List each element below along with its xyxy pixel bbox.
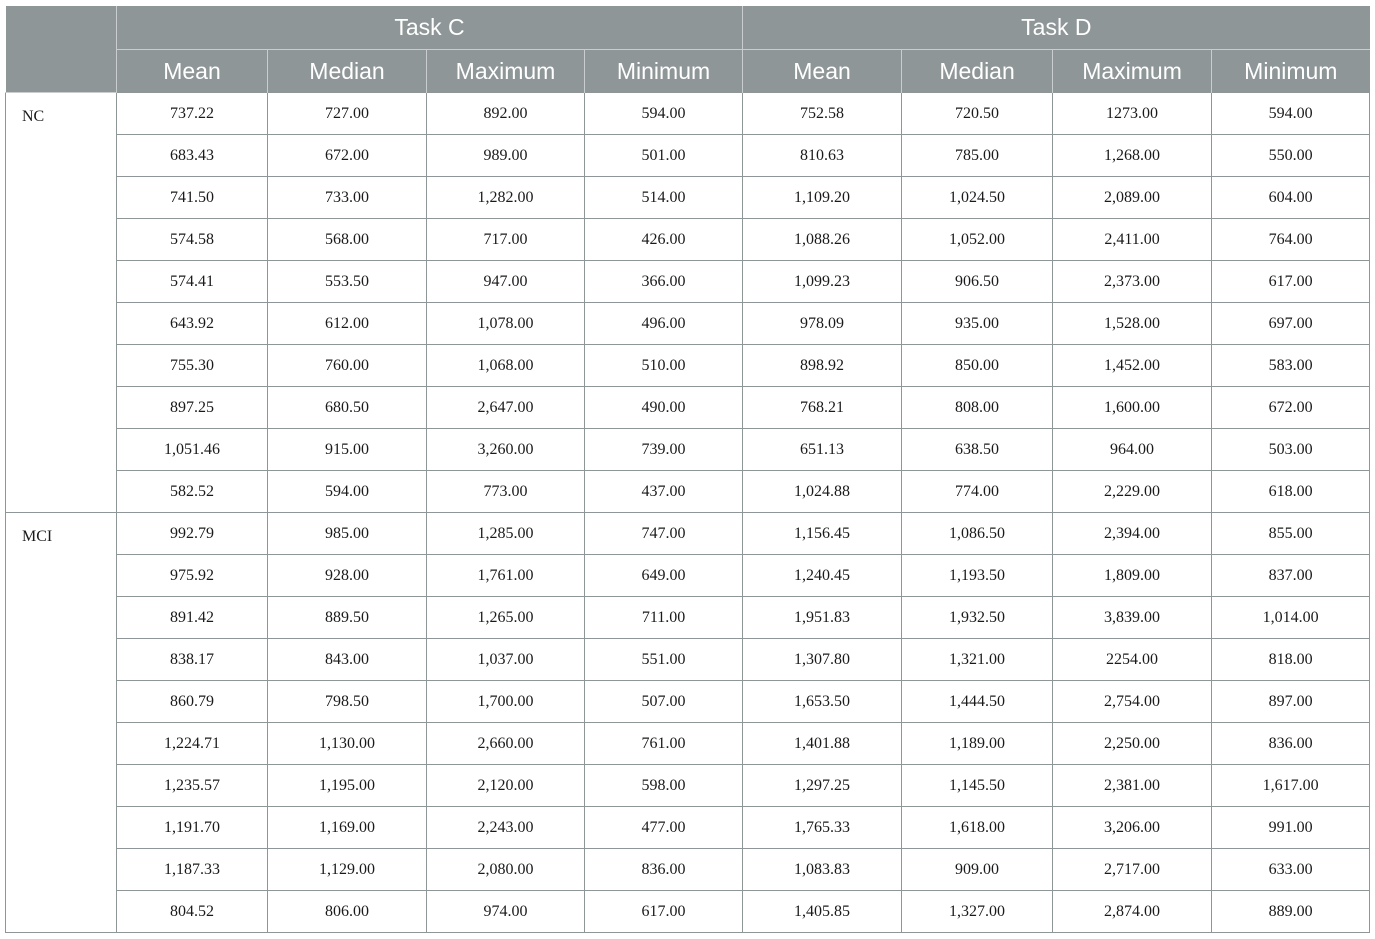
table-row xyxy=(6,303,1370,345)
table-cell: 1,951.83 xyxy=(743,597,902,639)
table-cell: 1,193.50 xyxy=(902,555,1053,597)
table-cell: 2,394.00 xyxy=(1053,513,1212,555)
table-cell: 1,052.00 xyxy=(902,219,1053,261)
table-cell: 1,191.70 xyxy=(117,807,268,849)
table-cell: 2,381.00 xyxy=(1053,765,1212,807)
table-cell: 501.00 xyxy=(585,135,743,177)
table-cell: 897.00 xyxy=(1212,681,1370,723)
table-cell: 3,260.00 xyxy=(427,429,585,471)
table-cell: 1,037.00 xyxy=(427,639,585,681)
table-cell: 1,307.80 xyxy=(743,639,902,681)
table-row xyxy=(6,93,1370,135)
table-cell: 1,932.50 xyxy=(902,597,1053,639)
table-cell: 974.00 xyxy=(427,891,585,933)
table-body xyxy=(6,93,1370,933)
table-cell: 672.00 xyxy=(268,135,427,177)
table-cell: 643.92 xyxy=(117,303,268,345)
table-cell: 774.00 xyxy=(902,471,1053,513)
table-cell: 855.00 xyxy=(1212,513,1370,555)
table-cell: 785.00 xyxy=(902,135,1053,177)
table-cell: 1273.00 xyxy=(1053,93,1212,135)
table-cell: 583.00 xyxy=(1212,345,1370,387)
table-cell: 366.00 xyxy=(585,261,743,303)
table-cell: 898.92 xyxy=(743,345,902,387)
table-cell: 906.50 xyxy=(902,261,1053,303)
table-row xyxy=(6,639,1370,681)
table-cell: 1,088.26 xyxy=(743,219,902,261)
task-d-maximum-header: Maximum xyxy=(1053,50,1212,93)
table-cell: 574.41 xyxy=(117,261,268,303)
table-cell: 808.00 xyxy=(902,387,1053,429)
table-cell: 836.00 xyxy=(585,849,743,891)
table-cell: 755.30 xyxy=(117,345,268,387)
table-cell: 1,051.46 xyxy=(117,429,268,471)
table-cell: 1,224.71 xyxy=(117,723,268,765)
table-cell: 892.00 xyxy=(427,93,585,135)
table-cell: 672.00 xyxy=(1212,387,1370,429)
table-cell: 1,809.00 xyxy=(1053,555,1212,597)
table-cell: 760.00 xyxy=(268,345,427,387)
table-cell: 1,600.00 xyxy=(1053,387,1212,429)
table-cell: 2,647.00 xyxy=(427,387,585,429)
table-cell: 810.63 xyxy=(743,135,902,177)
table-cell: 889.00 xyxy=(1212,891,1370,933)
table-cell: 752.58 xyxy=(743,93,902,135)
group-label-mci: MCI xyxy=(6,513,117,933)
table-cell: 717.00 xyxy=(427,219,585,261)
table-cell: 2,754.00 xyxy=(1053,681,1212,723)
table-cell: 843.00 xyxy=(268,639,427,681)
table-cell: 935.00 xyxy=(902,303,1053,345)
table-cell: 2,411.00 xyxy=(1053,219,1212,261)
table-row xyxy=(6,135,1370,177)
table-cell: 727.00 xyxy=(268,93,427,135)
table-cell: 733.00 xyxy=(268,177,427,219)
table-cell: 2,243.00 xyxy=(427,807,585,849)
table-cell: 720.50 xyxy=(902,93,1053,135)
table-cell: 617.00 xyxy=(585,891,743,933)
table-cell: 768.21 xyxy=(743,387,902,429)
table-cell: 3,206.00 xyxy=(1053,807,1212,849)
table-cell: 568.00 xyxy=(268,219,427,261)
table-cell: 739.00 xyxy=(585,429,743,471)
table-cell: 604.00 xyxy=(1212,177,1370,219)
table-cell: 2,229.00 xyxy=(1053,471,1212,513)
table-cell: 598.00 xyxy=(585,765,743,807)
table-cell: 761.00 xyxy=(585,723,743,765)
task-d-minimum-header: Minimum xyxy=(1212,50,1370,93)
table-row xyxy=(6,849,1370,891)
task-c-mean-header: Mean xyxy=(117,50,268,93)
table-cell: 741.50 xyxy=(117,177,268,219)
table-cell: 1,282.00 xyxy=(427,177,585,219)
table-cell: 1,130.00 xyxy=(268,723,427,765)
table-cell: 860.79 xyxy=(117,681,268,723)
table-cell: 617.00 xyxy=(1212,261,1370,303)
table-cell: 594.00 xyxy=(1212,93,1370,135)
table-row xyxy=(6,807,1370,849)
table-row xyxy=(6,723,1370,765)
table-cell: 1,068.00 xyxy=(427,345,585,387)
table-cell: 1,078.00 xyxy=(427,303,585,345)
task-header-row xyxy=(6,6,1370,50)
table-cell: 2254.00 xyxy=(1053,639,1212,681)
table-cell: 437.00 xyxy=(585,471,743,513)
table-cell: 697.00 xyxy=(1212,303,1370,345)
table-row xyxy=(6,387,1370,429)
table-cell: 964.00 xyxy=(1053,429,1212,471)
table-cell: 1,327.00 xyxy=(902,891,1053,933)
table-cell: 1,452.00 xyxy=(1053,345,1212,387)
table-cell: 1,444.50 xyxy=(902,681,1053,723)
table-cell: 1,145.50 xyxy=(902,765,1053,807)
task-c-minimum-header: Minimum xyxy=(585,50,743,93)
task-d-mean-header: Mean xyxy=(743,50,902,93)
table-cell: 1,189.00 xyxy=(902,723,1053,765)
table-cell: 612.00 xyxy=(268,303,427,345)
table-cell: 1,099.23 xyxy=(743,261,902,303)
table-cell: 1,024.50 xyxy=(902,177,1053,219)
table-cell: 991.00 xyxy=(1212,807,1370,849)
table-row xyxy=(6,177,1370,219)
table-cell: 680.50 xyxy=(268,387,427,429)
table-cell: 496.00 xyxy=(585,303,743,345)
table-cell: 683.43 xyxy=(117,135,268,177)
table-cell: 477.00 xyxy=(585,807,743,849)
table-cell: 1,086.50 xyxy=(902,513,1053,555)
table-cell: 1,195.00 xyxy=(268,765,427,807)
table-cell: 1,240.45 xyxy=(743,555,902,597)
task-c-median-header: Median xyxy=(268,50,427,93)
table-cell: 1,321.00 xyxy=(902,639,1053,681)
table-cell: 514.00 xyxy=(585,177,743,219)
corner-cell xyxy=(6,6,117,93)
task-c-header: Task C xyxy=(117,6,743,50)
table-cell: 889.50 xyxy=(268,597,427,639)
table-cell: 1,761.00 xyxy=(427,555,585,597)
table-cell: 2,080.00 xyxy=(427,849,585,891)
table-cell: 507.00 xyxy=(585,681,743,723)
table-cell: 2,874.00 xyxy=(1053,891,1212,933)
table-cell: 806.00 xyxy=(268,891,427,933)
table-cell: 503.00 xyxy=(1212,429,1370,471)
table-cell: 978.09 xyxy=(743,303,902,345)
table-cell: 574.58 xyxy=(117,219,268,261)
table-cell: 915.00 xyxy=(268,429,427,471)
table-cell: 633.00 xyxy=(1212,849,1370,891)
table-row xyxy=(6,471,1370,513)
table-cell: 594.00 xyxy=(268,471,427,513)
table-cell: 928.00 xyxy=(268,555,427,597)
table-cell: 1,235.57 xyxy=(117,765,268,807)
table-cell: 1,700.00 xyxy=(427,681,585,723)
table-cell: 1,528.00 xyxy=(1053,303,1212,345)
table-cell: 975.92 xyxy=(117,555,268,597)
table-row xyxy=(6,681,1370,723)
table-cell: 618.00 xyxy=(1212,471,1370,513)
table-cell: 2,250.00 xyxy=(1053,723,1212,765)
table-cell: 651.13 xyxy=(743,429,902,471)
table-cell: 1,129.00 xyxy=(268,849,427,891)
table-cell: 3,839.00 xyxy=(1053,597,1212,639)
table-cell: 1,268.00 xyxy=(1053,135,1212,177)
table-cell: 649.00 xyxy=(585,555,743,597)
table-cell: 1,265.00 xyxy=(427,597,585,639)
table-cell: 1,014.00 xyxy=(1212,597,1370,639)
table-cell: 804.52 xyxy=(117,891,268,933)
table-cell: 1,653.50 xyxy=(743,681,902,723)
table-cell: 891.42 xyxy=(117,597,268,639)
stat-header-row xyxy=(6,50,1370,93)
table-cell: 818.00 xyxy=(1212,639,1370,681)
table-row xyxy=(6,597,1370,639)
table-row xyxy=(6,429,1370,471)
table-cell: 510.00 xyxy=(585,345,743,387)
table-cell: 773.00 xyxy=(427,471,585,513)
table-cell: 1,187.33 xyxy=(117,849,268,891)
table-cell: 838.17 xyxy=(117,639,268,681)
table-cell: 1,083.83 xyxy=(743,849,902,891)
table-cell: 553.50 xyxy=(268,261,427,303)
task-d-header: Task D xyxy=(743,6,1370,50)
table-cell: 747.00 xyxy=(585,513,743,555)
table-cell: 1,169.00 xyxy=(268,807,427,849)
table-cell: 764.00 xyxy=(1212,219,1370,261)
table-cell: 837.00 xyxy=(1212,555,1370,597)
table-cell: 2,089.00 xyxy=(1053,177,1212,219)
table-cell: 836.00 xyxy=(1212,723,1370,765)
table-cell: 490.00 xyxy=(585,387,743,429)
table-cell: 989.00 xyxy=(427,135,585,177)
table-cell: 850.00 xyxy=(902,345,1053,387)
task-c-maximum-header: Maximum xyxy=(427,50,585,93)
table-cell: 897.25 xyxy=(117,387,268,429)
table-cell: 1,285.00 xyxy=(427,513,585,555)
table-cell: 2,717.00 xyxy=(1053,849,1212,891)
table-cell: 2,373.00 xyxy=(1053,261,1212,303)
table-cell: 551.00 xyxy=(585,639,743,681)
table-cell: 1,401.88 xyxy=(743,723,902,765)
table-cell: 426.00 xyxy=(585,219,743,261)
group-label-nc: NC xyxy=(6,93,117,513)
table-cell: 992.79 xyxy=(117,513,268,555)
table-row xyxy=(6,219,1370,261)
table-row xyxy=(6,513,1370,555)
table-cell: 638.50 xyxy=(902,429,1053,471)
table-cell: 594.00 xyxy=(585,93,743,135)
task-d-median-header: Median xyxy=(902,50,1053,93)
table-cell: 909.00 xyxy=(902,849,1053,891)
table-cell: 2,660.00 xyxy=(427,723,585,765)
table-cell: 1,156.45 xyxy=(743,513,902,555)
table-row xyxy=(6,765,1370,807)
table-cell: 737.22 xyxy=(117,93,268,135)
table-row xyxy=(6,891,1370,933)
table-cell: 798.50 xyxy=(268,681,427,723)
table-cell: 985.00 xyxy=(268,513,427,555)
table-cell: 2,120.00 xyxy=(427,765,585,807)
table-cell: 1,024.88 xyxy=(743,471,902,513)
table-row xyxy=(6,345,1370,387)
table-cell: 1,297.25 xyxy=(743,765,902,807)
table-cell: 1,617.00 xyxy=(1212,765,1370,807)
table-cell: 1,618.00 xyxy=(902,807,1053,849)
table-row xyxy=(6,261,1370,303)
table-cell: 1,109.20 xyxy=(743,177,902,219)
table-cell: 947.00 xyxy=(427,261,585,303)
table-cell: 711.00 xyxy=(585,597,743,639)
table-cell: 1,405.85 xyxy=(743,891,902,933)
table-header xyxy=(6,6,1370,93)
table-row xyxy=(6,555,1370,597)
table-cell: 582.52 xyxy=(117,471,268,513)
reaction-time-table xyxy=(5,6,1370,933)
table-cell: 550.00 xyxy=(1212,135,1370,177)
table-cell: 1,765.33 xyxy=(743,807,902,849)
